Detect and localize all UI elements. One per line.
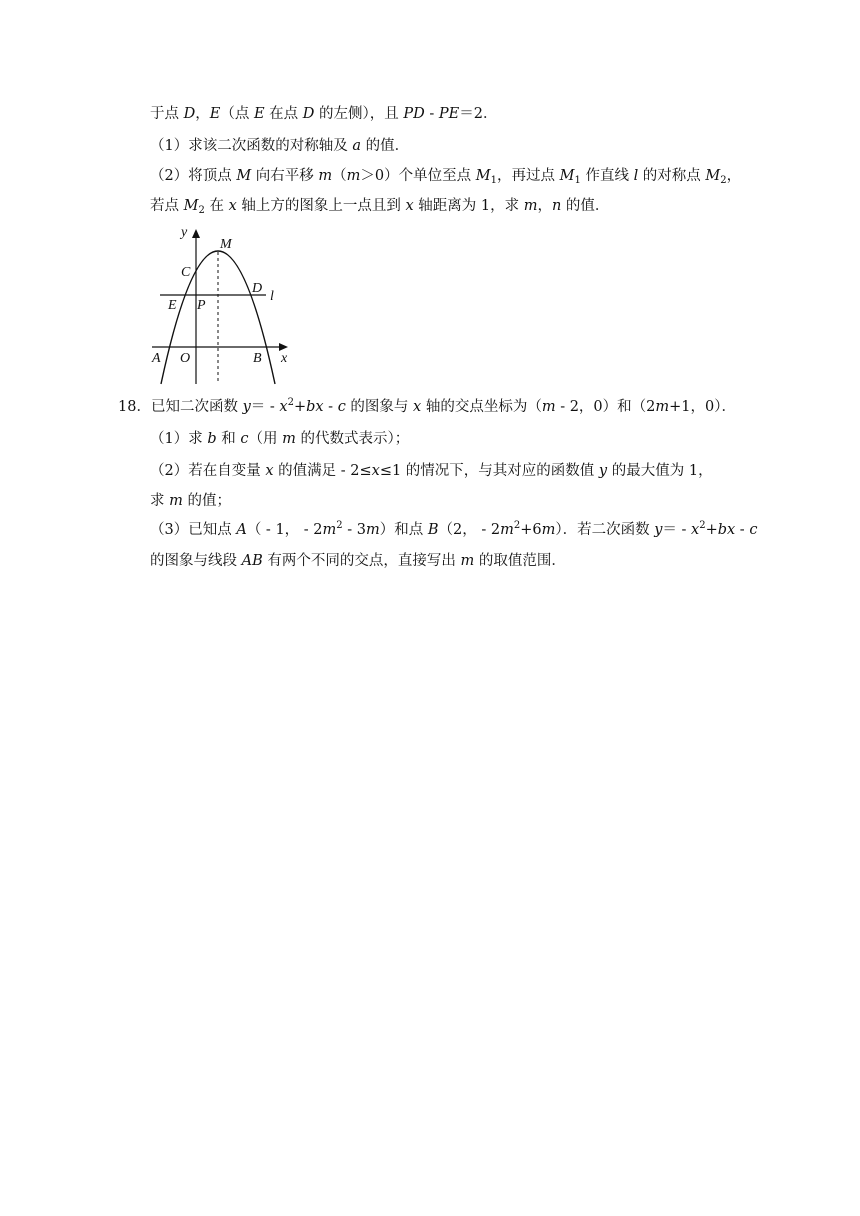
label-E: E [168,298,177,313]
label-A: A [152,351,161,366]
label-O: O [180,351,191,366]
label-M: M [220,237,232,252]
problem-number: 18． [118,399,151,415]
label-y: y [181,225,188,240]
label-l: l [270,289,274,304]
p18-question-3-line1: （3）已知点 A（ ‑ 1， ‑ $2m^2$ ‑ 3m）和点 B（2， ‑ $2m^2+6m$）．若二次函数 y＝ ‑ $x^2+bx$ ‑ c [150,520,758,538]
label-B: B [253,351,262,366]
p18-question-2-line1: （2）若在自变量 x 的值满足 ‑ 2≤x≤1 的情况下，与其对应的函数值 y 的最大值为 1， [150,463,713,479]
p18-question-2-line2: 求 m 的值； [150,493,231,509]
y-axis-arrow [192,229,200,238]
p17-question-2-line2: 若点 $M_2$ 在 x 轴上方的图象上一点且到 x 轴距离为 1，求 m，n 的值． [150,198,610,216]
p17-text-line1: 于点 D，E（点 E 在点 D 的左侧），且 PD ‑ PE＝2． [150,106,498,122]
parabola-figure [150,222,295,387]
p17-question-1: （1）求该二次函数的对称轴及 a 的值． [150,138,410,154]
p17-question-2-line1: （2）将顶点 M 向右平移 m（m＞0）个单位至点 $M_1$，再过点 $M_1$ 作直线 l 的对称点 $M_2$， [150,168,742,186]
p18-stem: 18．已知二次函数 y＝ ‑ $x^2+bx$ ‑ c 的图象与 x 轴的交点坐标为（m ‑ 2，0）和（2m+1，0）． [118,397,736,415]
label-x: x [281,351,288,366]
label-D: D [252,281,263,296]
p18-question-3-line2: 的图象与线段 AB 有两个不同的交点，直接写出 m 的取值范围． [150,553,566,569]
label-P: P [197,298,206,313]
x-axis-arrow [279,343,288,351]
label-C: C [181,265,191,280]
p18-question-1: （1）求 b 和 c（用 m 的代数式表示）； [150,431,410,447]
